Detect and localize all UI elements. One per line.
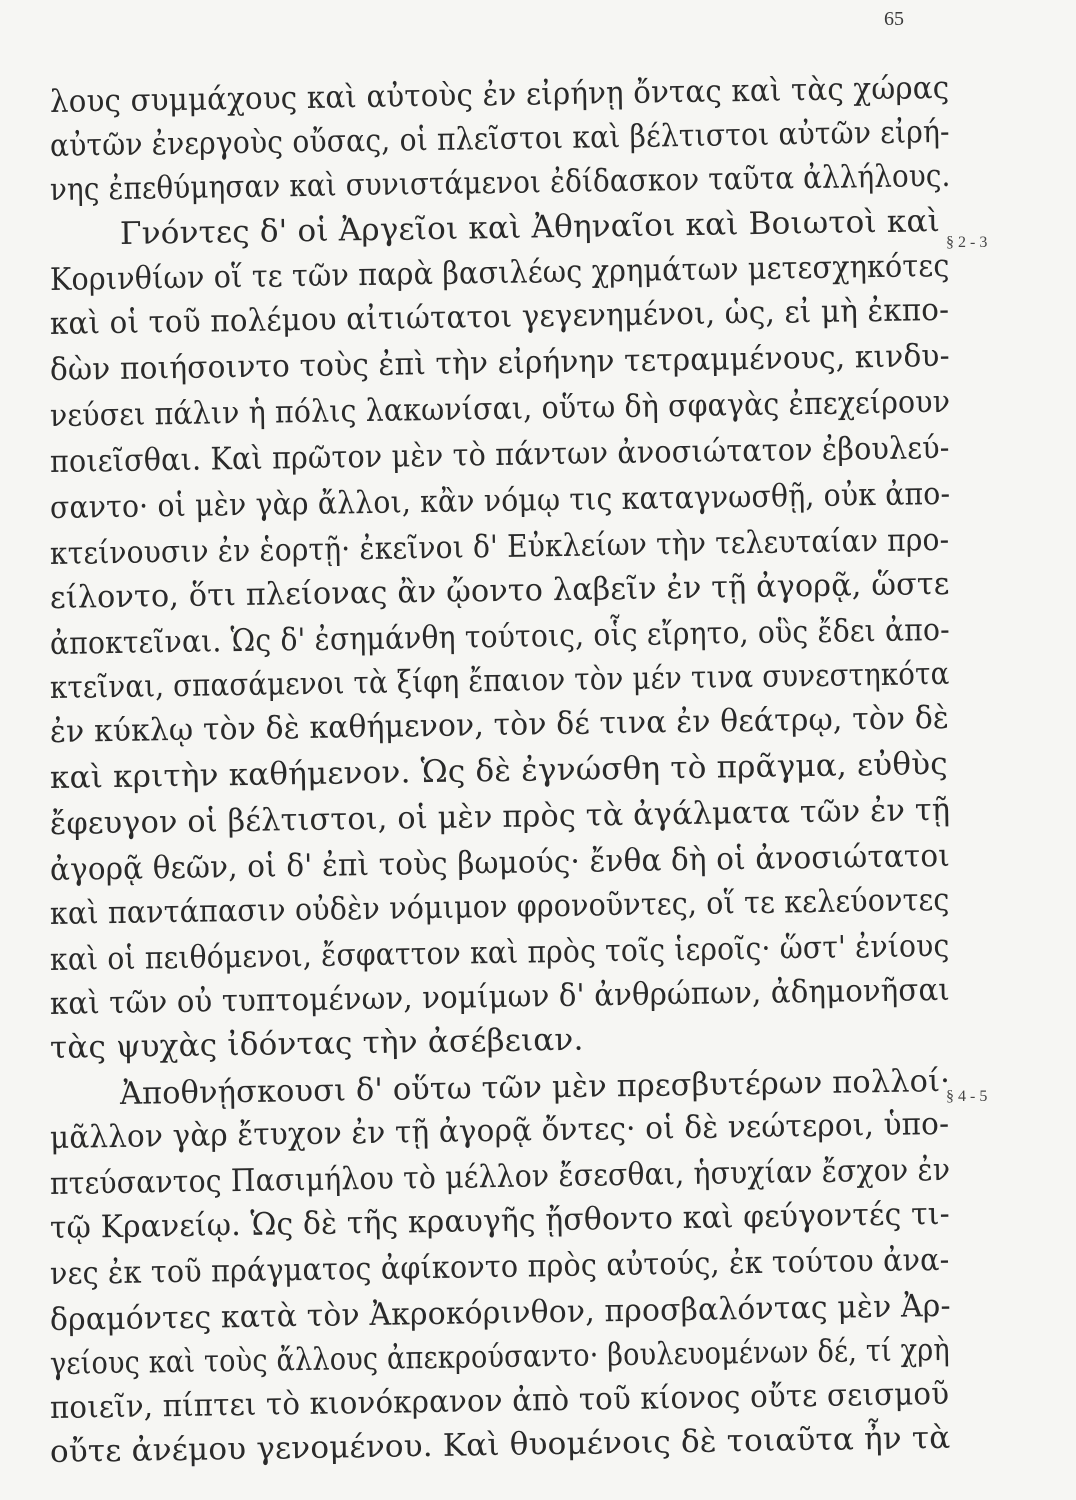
text-line: νης ἐπεθύμησαν καὶ συνιστάμενοι ἐδίδασκον ταῦτα ἀλλήλους. [49, 157, 951, 208]
text-line: καὶ παντάπασιν οὐδὲν νόμιμον φρονοῦντες, οἵ τε κελεύοντες [49, 881, 950, 932]
text-line: λους συμμάχους καὶ αὐτοὺς ἐν εἰρήνῃ ὄντας καὶ τὰς χώρας [49, 69, 950, 120]
text-line: γείους καὶ τοὺς ἄλλους ἀπεκρούσαντο· βουλευομένων δέ, τί χρὴ [49, 1331, 951, 1382]
text-line: Κορινθίων οἵ τε τῶν παρὰ βασιλέως χρημάτων μετεσχηκότες [49, 247, 950, 298]
text-line: τῷ Κρανείῳ. Ὡς δὲ τῆς κραυγῆς ᾔσθοντο καὶ φεύγοντές τι- [49, 1195, 951, 1246]
text-line: τὰς ψυχὰς ἰδόντας τὴν ἀσέβειαν. [49, 1021, 584, 1066]
text-line: ποιεῖσθαι. Καὶ πρῶτον μὲν τὸ πάντων ἀνοσιώτατον ἐβουλεύ- [49, 429, 950, 480]
page-number: 65 [884, 8, 904, 30]
text-line: δὼν ποιήσοιντο τοὺς ἐπὶ τὴν εἰρήνην τετραμμένους, κινδυ- [49, 337, 950, 388]
text-line: δραμόντες κατὰ τὸν Ἀκροκόρινθον, προσβαλόντας μὲν Ἀρ- [49, 1287, 951, 1338]
section-marker: § 4 - 5 [946, 1088, 988, 1105]
text-line: καὶ οἱ πειθόμενοι, ἔσφαττον καὶ πρὸς τοῖς ἱεροῖς· ὥστ' ἐνίους [49, 927, 950, 978]
section-marker: § 2 - 3 [946, 234, 988, 251]
text-line: νεύσει πάλιν ἡ πόλις λακωνίσαι, οὕτω δὴ σφαγὰς ἐπεχείρουν [49, 383, 951, 434]
text-line: ἔφευγον οἱ βέλτιστοι, οἱ μὲν πρὸς τὰ ἀγάλματα τῶν ἐν τῇ [49, 791, 951, 842]
text-line: ποιεῖν, πίπτει τὸ κιονόκρανον ἀπὸ τοῦ κίονος οὔτε σεισμοῦ [49, 1375, 950, 1426]
text-line: καὶ τῶν οὐ τυπτομένων, νομίμων δ' ἀνθρώπων, ἀδημονῆσαι [49, 971, 951, 1022]
text-line: Ἀποθνῄσκουσι δ' οὕτω τῶν μὲν πρεσβυτέρων πολλοί· [119, 1062, 951, 1112]
text-line: καὶ οἱ τοῦ πολέμου αἰτιώτατοι γεγενημένοι, ὡς, εἰ μὴ ἐκπο- [49, 291, 950, 342]
text-line: σαντο· οἱ μὲν γὰρ ἄλλοι, κἂν νόμῳ τις καταγνωσθῇ, οὐκ ἀπο- [49, 475, 951, 526]
text-line: πτεύσαντος Πασιμήλου τὸ μέλλον ἔσεσθαι, ἡσυχίαν ἔσχον ἐν [49, 1151, 951, 1202]
text-line: κτεῖναι, σπασάμενοι τὰ ξίφη ἔπαιον τὸν μέν τινα συνεστηκότα [49, 655, 950, 706]
text-line: καὶ κριτὴν καθήμενον. Ὡς δὲ ἐγνώσθη τὸ πρᾶγμα, εὐθὺς [49, 745, 949, 796]
text-line: μᾶλλον γὰρ ἔτυχον ἐν τῇ ἀγορᾷ ὄντες· οἱ δὲ νεώτεροι, ὑπο- [49, 1105, 950, 1156]
text-line: ἐν κύκλῳ τὸν δὲ καθήμενον, τὸν δέ τινα ἐν θεάτρῳ, τὸν δὲ [49, 699, 950, 750]
text-line: Γνόντες δ' οἱ Ἀργεῖοι καὶ Ἀθηναῖοι καὶ Βοιωτοὶ καὶ [119, 203, 941, 252]
text-line: είλοντο, ὅτι πλείονας ἂν ᾤοντο λαβεῖν ἐν τῇ ἀγορᾷ, ὥστε [49, 565, 950, 616]
text-line: ἀποκτεῖναι. Ὡς δ' ἐσημάνθη τούτοις, οἷς εἴρητο, οὓς ἔδει ἀπο- [49, 611, 951, 662]
text-line: κτείνουσιν ἐν ἑορτῇ· ἐκεῖνοι δ' Εὐκλείων τὴν τελευταίαν προ- [49, 521, 950, 572]
text-line: οὔτε ἀνέμου γενομένου. Καὶ θυομένοις δὲ τοιαῦτα ἦν τὰ [49, 1419, 951, 1470]
text-line: αὐτῶν ἐνεργοὺς οὔσας, οἱ πλεῖστοι καὶ βέλτιστοι αὐτῶν εἰρή- [49, 113, 950, 164]
text-line: ἀγορᾷ θεῶν, οἱ δ' ἐπὶ τοὺς βωμούς· ἔνθα δὴ οἱ ἀνοσιώτατοι [49, 837, 951, 888]
text-line: νες ἐκ τοῦ πράγματος ἀφίκοντο πρὸς αὐτούς, ἐκ τούτου ἀνα- [49, 1241, 950, 1292]
